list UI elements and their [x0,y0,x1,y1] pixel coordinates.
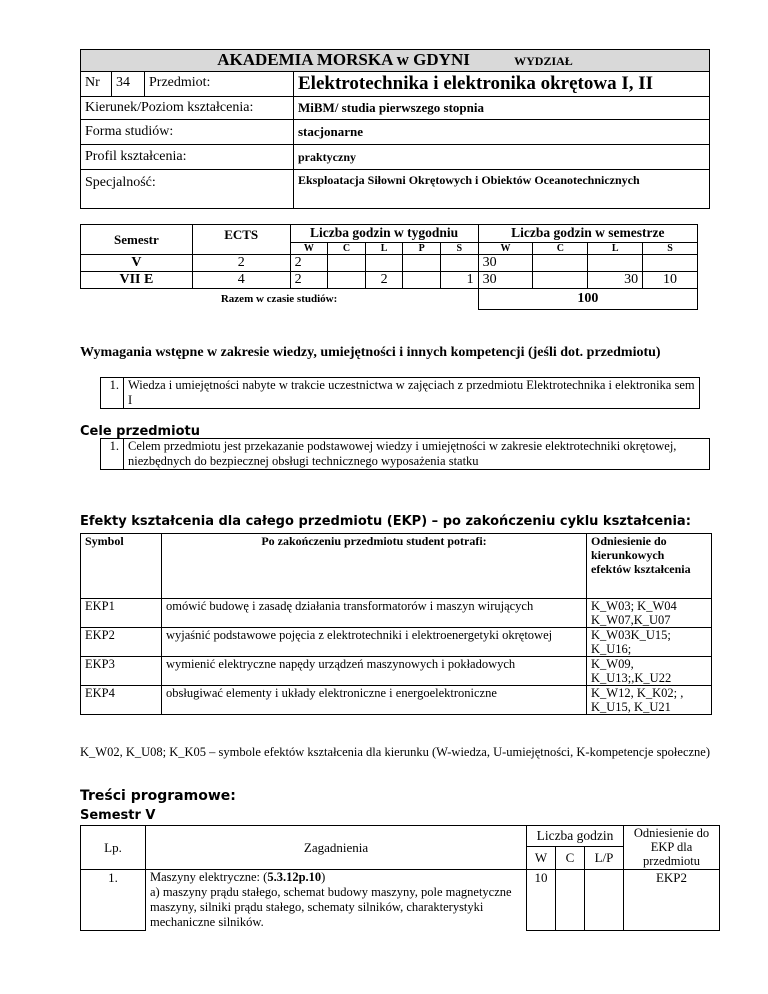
profile-label: Profil kształcenia: [81,145,294,170]
total-value: 100 [478,289,697,310]
subject-label: Przedmiot: [145,72,294,97]
sem-hours-v-c [533,255,588,272]
ects-v: 2 [192,255,290,272]
col-description: Po zakończeniu przedmiotu student potrafi: [162,534,587,599]
hours-vii-w: 2 [290,272,328,289]
total-label: Razem w czasie studiów: [81,289,479,310]
program-ref: EKP2 [624,870,720,931]
program-hours-lp [585,870,624,931]
study-form-value: stacjonarne [294,120,710,145]
sem-hours-vii-l: 30 [588,272,643,289]
hours-col-c: C [556,847,585,870]
semester-col-c: C [533,243,588,255]
outcome-symbol: EKP3 [81,657,162,686]
col-reference: Odniesienie do kierunkowych efektów kształcenia [587,534,712,599]
institution-name: AKADEMIA MORSKA w GDYNI [217,50,470,69]
program-topic-text: a) maszyny prądu stałego, schemat budowy maszyny, pole magnetyczne maszyny, silniki prądu stałego, schematy silników, charakterystyki mechaniczne silników. [150,885,512,929]
hours-vii-c [328,272,366,289]
outcome-row [81,686,712,715]
sem-hours-vii-s: 10 [643,272,698,289]
program-heading: Treści programowe: [80,788,236,804]
goal-text: Celem przedmiotu jest przekazanie podstawowej wiedzy i umiejętności w zakresie elektrotechniki okrętowej, niezbędnych do bezpiecznej obsługi technicznego wyposażenia statku [124,439,710,470]
field-label: Kierunek/Poziom kształcenia: [81,97,294,120]
program-lp: 1. [81,870,146,931]
specialty-value: Eksploatacja Siłowni Okrętowych i Obiektów Oceanotechnicznych [294,170,710,209]
weekly-hours-header: Liczba godzin w tygodniu [290,225,478,243]
requirement-num: 1. [101,378,124,409]
nr-label: Nr [81,72,112,97]
weekly-col-w: W [290,243,328,255]
program-table [80,825,720,931]
col-topics: Zagadnienia [146,826,527,870]
requirements-table [100,377,700,409]
hours-vii-s: 1 [441,272,479,289]
hours-col-w: W [527,847,556,870]
outcomes-footnote: K_W02, K_U08; K_K05 – symbole efektów kształcenia dla kierunku (W-wiedza, U-umiejętności, K-kompetencje społeczne) [80,745,711,759]
outcome-symbol: EKP4 [81,686,162,715]
semester-col-l: L [588,243,643,255]
outcomes-table [80,533,712,715]
weekly-col-p: P [403,243,441,255]
goals-heading: Cele przedmiotu [80,424,200,439]
weekly-col-s: S [441,243,479,255]
semester-v: V [81,255,193,272]
semester-hours-header: Liczba godzin w semestrze [478,225,697,243]
ects-vii: 4 [192,272,290,289]
program-hours-w: 10 [527,870,556,931]
outcome-row [81,657,712,686]
sem-hours-vii-w: 30 [478,272,533,289]
outcome-desc: obsługiwać elementy i układy elektroniczne i energoelektroniczne [162,686,587,715]
hours-table [80,224,698,310]
nr-value: 34 [112,72,145,97]
header-table [80,49,710,209]
subject-value: Elektrotechnika i elektronika okrętowa I, II [294,72,710,97]
hours-vii-l: 2 [365,272,403,289]
hours-v-p [403,255,441,272]
sem-hours-v-w: 30 [478,255,533,272]
program-row [81,870,720,931]
faculty-label: WYDZIAŁ [514,54,573,68]
semester-col-w: W [478,243,533,255]
col-symbol: Symbol [81,534,162,599]
outcome-ref: K_W12, K_K02; , K_U15, K_U21 [587,686,712,715]
hours-vii-p [403,272,441,289]
outcomes-heading: Efekty kształcenia dla całego przedmiotu (EKP) – po zakończeniu cyklu kształcenia: [80,514,691,529]
col-ekp-ref: Odniesienie do EKP dla przedmiotu [624,826,720,870]
profile-value: praktyczny [294,145,710,170]
outcome-ref: K_W03K_U15; K_U16; [587,628,712,657]
sem-hours-v-l [588,255,643,272]
col-hours: Liczba godzin [527,826,624,847]
hours-v-c [328,255,366,272]
hours-col-lp: L/P [585,847,624,870]
outcome-ref: K_W03; K_W04 K_W07,K_U07 [587,599,712,628]
outcome-desc: wyjaśnić podstawowe pojęcia z elektrotechniki i elektroenergetyki okrętowej [162,628,587,657]
semester-vii: VII E [81,272,193,289]
hours-v-l [365,255,403,272]
requirement-text: Wiedza i umiejętności nabyte w trakcie uczestnictwa w zajęciach z przedmiotu Elektrotechnika i elektronika sem I [124,378,700,409]
specialty-label: Specjalność: [81,170,294,209]
program-hours-c [556,870,585,931]
sem-hours-v-s [643,255,698,272]
weekly-col-c: C [328,243,366,255]
weekly-col-l: L [365,243,403,255]
field-value: MiBM/ studia pierwszego stopnia [294,97,710,120]
outcome-row [81,599,712,628]
goals-table [100,438,710,470]
semester-header: Semestr [81,225,193,255]
requirements-heading: Wymagania wstępne w zakresie wiedzy, umiejętności i innych kompetencji (jeśli dot. przedmiotu) [80,345,661,360]
outcome-symbol: EKP1 [81,599,162,628]
col-lp: Lp. [81,826,146,870]
sem-hours-vii-c [533,272,588,289]
outcome-ref: K_W09, K_U13;,K_U22 [587,657,712,686]
study-form-label: Forma studiów: [81,120,294,145]
semester-col-s: S [643,243,698,255]
program-topic [146,870,527,931]
outcome-desc: omówić budowę i zasadę działania transformatorów i maszyn wirujących [162,599,587,628]
outcome-symbol: EKP2 [81,628,162,657]
program-topic-title: Maszyny elektryczne: (5.3.12p.10) [150,870,326,884]
hours-v-s [441,255,479,272]
hours-v-w: 2 [290,255,328,272]
outcome-row [81,628,712,657]
ects-header: ECTS [192,225,290,255]
goal-num: 1. [101,439,124,470]
outcome-desc: wymienić elektryczne napędy urządzeń maszynowych i pokładowych [162,657,587,686]
semester-v-heading: Semestr V [80,808,156,823]
